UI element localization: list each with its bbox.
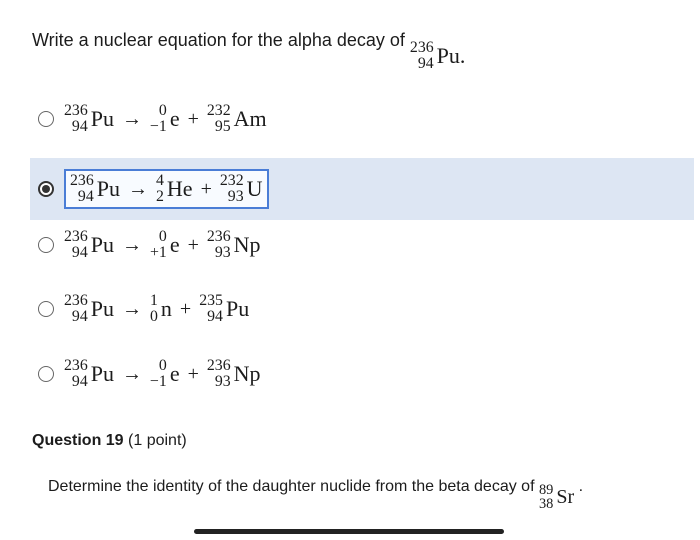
question-prompt: [32, 30, 466, 72]
product-nuclide-mass: 236: [206, 228, 231, 246]
emitted-particle-symbol: n: [160, 296, 172, 321]
reactant-nuclide: [64, 293, 114, 325]
reaction-arrow: →: [122, 362, 142, 385]
reactant-nuclide-mass: 236: [64, 102, 88, 120]
radio-selected-dot: [42, 185, 50, 193]
question-nuclide-symbol: Pu.: [436, 42, 466, 68]
question-19-suffix: .: [578, 478, 584, 495]
reactant-nuclide: [64, 103, 114, 135]
product-nuclide-atomic: 94: [207, 308, 223, 325]
answer-option-1[interactable]: [38, 100, 267, 138]
emitted-particle-atomic: 2: [156, 188, 164, 205]
product-nuclide: [207, 229, 261, 261]
question-nuclide-mass: 236: [409, 39, 434, 56]
emitted-particle: [150, 229, 180, 261]
reactant-nuclide-symbol: Pu: [90, 232, 114, 257]
product-nuclide: [207, 358, 261, 390]
product-nuclide-atomic: 93: [227, 188, 244, 205]
question-19-nuclide-mass: 89: [538, 482, 554, 498]
question-19-prompt-text: Determine the identity of the daughter nuclide from the beta decay of: [48, 478, 535, 495]
product-nuclide: [207, 103, 267, 135]
question-19-title: Question 19: [32, 432, 124, 449]
product-nuclide: [199, 293, 249, 325]
answer-option-4[interactable]: [38, 290, 249, 328]
emitted-particle: [156, 173, 193, 205]
question-nuclide: [410, 40, 466, 72]
product-nuclide-mass: 236: [206, 357, 231, 375]
reaction-arrow: →: [122, 233, 142, 256]
answer-option-2[interactable]: [38, 170, 269, 208]
emitted-particle: [150, 103, 180, 135]
emitted-particle-mass: 1: [150, 292, 158, 310]
product-nuclide-symbol: Np: [233, 361, 261, 386]
emitted-particle-symbol: He: [166, 176, 193, 201]
product-nuclide-symbol: Np: [233, 232, 261, 257]
product-nuclide-symbol: Pu: [225, 296, 250, 321]
plus-sign: +: [179, 297, 192, 320]
reactant-nuclide-symbol: Pu: [90, 106, 114, 131]
emitted-particle-mass: 0: [158, 228, 167, 246]
question-19-nuclide-symbol: Sr: [556, 485, 575, 508]
emitted-particle: [150, 293, 172, 325]
emitted-particle-atomic: +1: [150, 244, 167, 261]
emitted-particle-symbol: e: [169, 106, 180, 131]
answer-option-3[interactable]: [38, 226, 261, 264]
plus-sign: +: [200, 177, 212, 200]
nuclear-equation: [64, 103, 267, 135]
reactant-nuclide-symbol: Pu: [96, 176, 120, 201]
reactant-nuclide: [64, 229, 114, 261]
radio-button[interactable]: [38, 181, 54, 197]
product-nuclide-symbol: Am: [233, 106, 267, 131]
reactant-nuclide-mass: 236: [64, 228, 88, 246]
question-19-points: (1 point): [128, 432, 187, 449]
nuclear-equation: [64, 293, 249, 325]
plus-sign: +: [187, 362, 199, 385]
answer-option-5[interactable]: [38, 355, 261, 393]
plus-sign: +: [187, 233, 199, 256]
question-19-nuclide-atomic: 38: [538, 496, 554, 513]
emitted-particle-mass: 0: [158, 357, 167, 375]
reactant-nuclide-atomic: 94: [71, 308, 88, 325]
product-nuclide-symbol: U: [246, 176, 263, 201]
nuclear-equation: [64, 169, 269, 209]
question-19-nuclide: [539, 483, 574, 512]
product-nuclide-mass: 232: [219, 172, 244, 190]
emitted-particle-mass: 4: [156, 172, 164, 190]
question-19-prompt: [48, 478, 584, 513]
product-nuclide-mass: 232: [206, 102, 231, 120]
product-nuclide: [220, 173, 263, 205]
home-indicator-bar: [194, 529, 504, 534]
product-nuclide-mass: 235: [199, 292, 223, 310]
reactant-nuclide-atomic: 94: [71, 118, 88, 135]
product-nuclide-atomic: 93: [214, 244, 231, 261]
emitted-particle-atomic: −1: [150, 118, 167, 135]
reactant-nuclide: [70, 173, 120, 205]
reaction-arrow: →: [122, 107, 142, 130]
emitted-particle-mass: 0: [158, 102, 167, 120]
radio-button[interactable]: [38, 366, 54, 382]
emitted-particle-atomic: 0: [150, 308, 158, 325]
radio-button[interactable]: [38, 301, 54, 317]
product-nuclide-atomic: 95: [214, 118, 231, 135]
radio-button[interactable]: [38, 237, 54, 253]
question-nuclide-atomic: 94: [417, 54, 434, 72]
radio-button[interactable]: [38, 111, 54, 127]
emitted-particle-symbol: e: [169, 232, 180, 257]
reactant-nuclide-symbol: Pu: [90, 296, 114, 321]
reactant-nuclide-mass: 236: [64, 292, 88, 310]
plus-sign: +: [187, 107, 199, 130]
question-19-header: [32, 432, 187, 450]
reactant-nuclide-atomic: 94: [71, 244, 88, 261]
emitted-particle-symbol: e: [169, 361, 180, 386]
reactant-nuclide-atomic: 94: [77, 188, 94, 205]
reactant-nuclide-atomic: 94: [71, 373, 88, 390]
reaction-arrow: →: [122, 297, 142, 320]
reaction-arrow: →: [128, 177, 148, 200]
emitted-particle-atomic: −1: [150, 373, 167, 390]
reactant-nuclide: [64, 358, 114, 390]
reactant-nuclide-mass: 236: [70, 172, 94, 190]
nuclear-equation: [64, 358, 261, 390]
product-nuclide-atomic: 93: [214, 373, 231, 390]
emitted-particle: [150, 358, 180, 390]
nuclear-equation: [64, 229, 261, 261]
reactant-nuclide-mass: 236: [64, 357, 88, 375]
question-prompt-text: Write a nuclear equation for the alpha decay of: [32, 30, 405, 50]
reactant-nuclide-symbol: Pu: [90, 361, 114, 386]
